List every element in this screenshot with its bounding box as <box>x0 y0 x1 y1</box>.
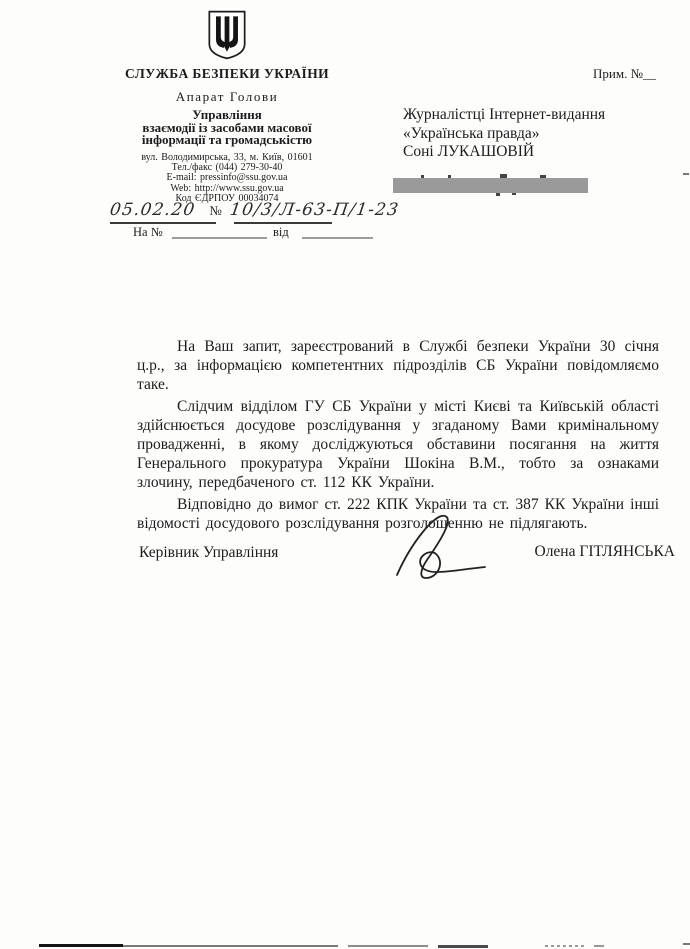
division-line: взаємодії із засобами масової <box>142 119 312 135</box>
scan-edge-line <box>123 945 338 947</box>
website: Web: http://www.ssu.gov.ua <box>170 182 284 194</box>
paragraph-2: Слідчим відділом ГУ СБ України у місті Києві та Київській області здійснюється досудове розслідування у згаданому Вами кримінальному провадженні, в якому досліджуються обставини посягання на життя Генерального прокуратура України Шокіна В.М., тобто за ознаками злочину, передбаченого ст. 112 КК України. <box>137 397 659 492</box>
phone: Тел./факс (044) 279-30-40 <box>171 162 283 174</box>
redaction-speck <box>496 193 500 196</box>
number-underline <box>234 222 332 224</box>
reply-date-blank-line <box>302 237 373 239</box>
division-line: інформації та громадськістю <box>141 132 313 148</box>
paragraph-3: Відповідно до вимог ст. 222 КПК України та ст. 387 КК України інші відомості досудового розслідування розголошенню не підлягають. <box>137 495 659 532</box>
handwritten-ref-number: 10/3/Л-63-П/1-23 <box>228 200 401 220</box>
division-name <box>116 109 338 147</box>
paragraph-1: На Ваш запит, зареєстрований в Службі безпеки України 30 січня ц.р., за інформацією компетентних підрозділів СБ України повідомляємо таке. <box>137 338 659 394</box>
scan-edge-line <box>438 945 488 948</box>
recipient-block <box>403 106 605 162</box>
redaction-bar <box>393 178 588 193</box>
number-sign: № <box>209 203 222 218</box>
reply-from-label: від <box>273 225 289 239</box>
redaction-speck <box>448 175 451 178</box>
office-name: Апарат Голови <box>175 89 279 104</box>
recipient-name: Соні ЛУКАШОВІЙ <box>403 143 535 161</box>
ukraine-trident-shield-icon <box>206 9 248 61</box>
scan-edge-line <box>683 943 690 945</box>
redaction-speck <box>421 175 424 178</box>
signer-title: Керівник Управління <box>139 544 279 561</box>
reference-row <box>108 200 401 220</box>
letterhead <box>116 9 338 204</box>
street-address: вул. Володимирська, 33, м. Київ, 01601 <box>141 151 313 163</box>
redaction-speck <box>512 193 516 195</box>
reply-no-blank-line <box>172 237 267 239</box>
contact-block <box>116 153 338 204</box>
scan-edge-line <box>594 945 604 947</box>
letter-body <box>137 337 659 535</box>
redaction-speck <box>500 174 507 178</box>
edrpou-code: Код ЄДРПОУ 00034074 <box>175 192 279 204</box>
scan-edge-line <box>39 944 123 947</box>
org-name: СЛУЖБА БЕЗПЕКИ УКРАЇНИ <box>124 66 329 81</box>
scan-mark <box>683 173 689 175</box>
handwritten-signature <box>385 509 490 581</box>
reply-to-label: На № <box>133 225 163 239</box>
copy-number-note: Прим. №__ <box>593 66 656 81</box>
recipient-publication: «Українська правда» <box>403 124 540 142</box>
signer-name: Олена ГІТЛЯНСЬКА <box>534 543 675 560</box>
handwritten-date: 05.02.20 <box>108 200 197 220</box>
recipient-role: Журналістці Інтернет-видання <box>403 106 606 123</box>
reply-from-row <box>273 225 289 240</box>
reply-reference-row <box>133 225 163 240</box>
date-underline <box>110 222 216 224</box>
division-line: Управління <box>192 107 262 122</box>
scan-edge-line <box>348 945 428 947</box>
redaction-speck <box>540 175 546 178</box>
email: E-mail: pressinfo@ssu.gov.ua <box>166 172 288 184</box>
scan-edge-dashes <box>545 945 587 947</box>
